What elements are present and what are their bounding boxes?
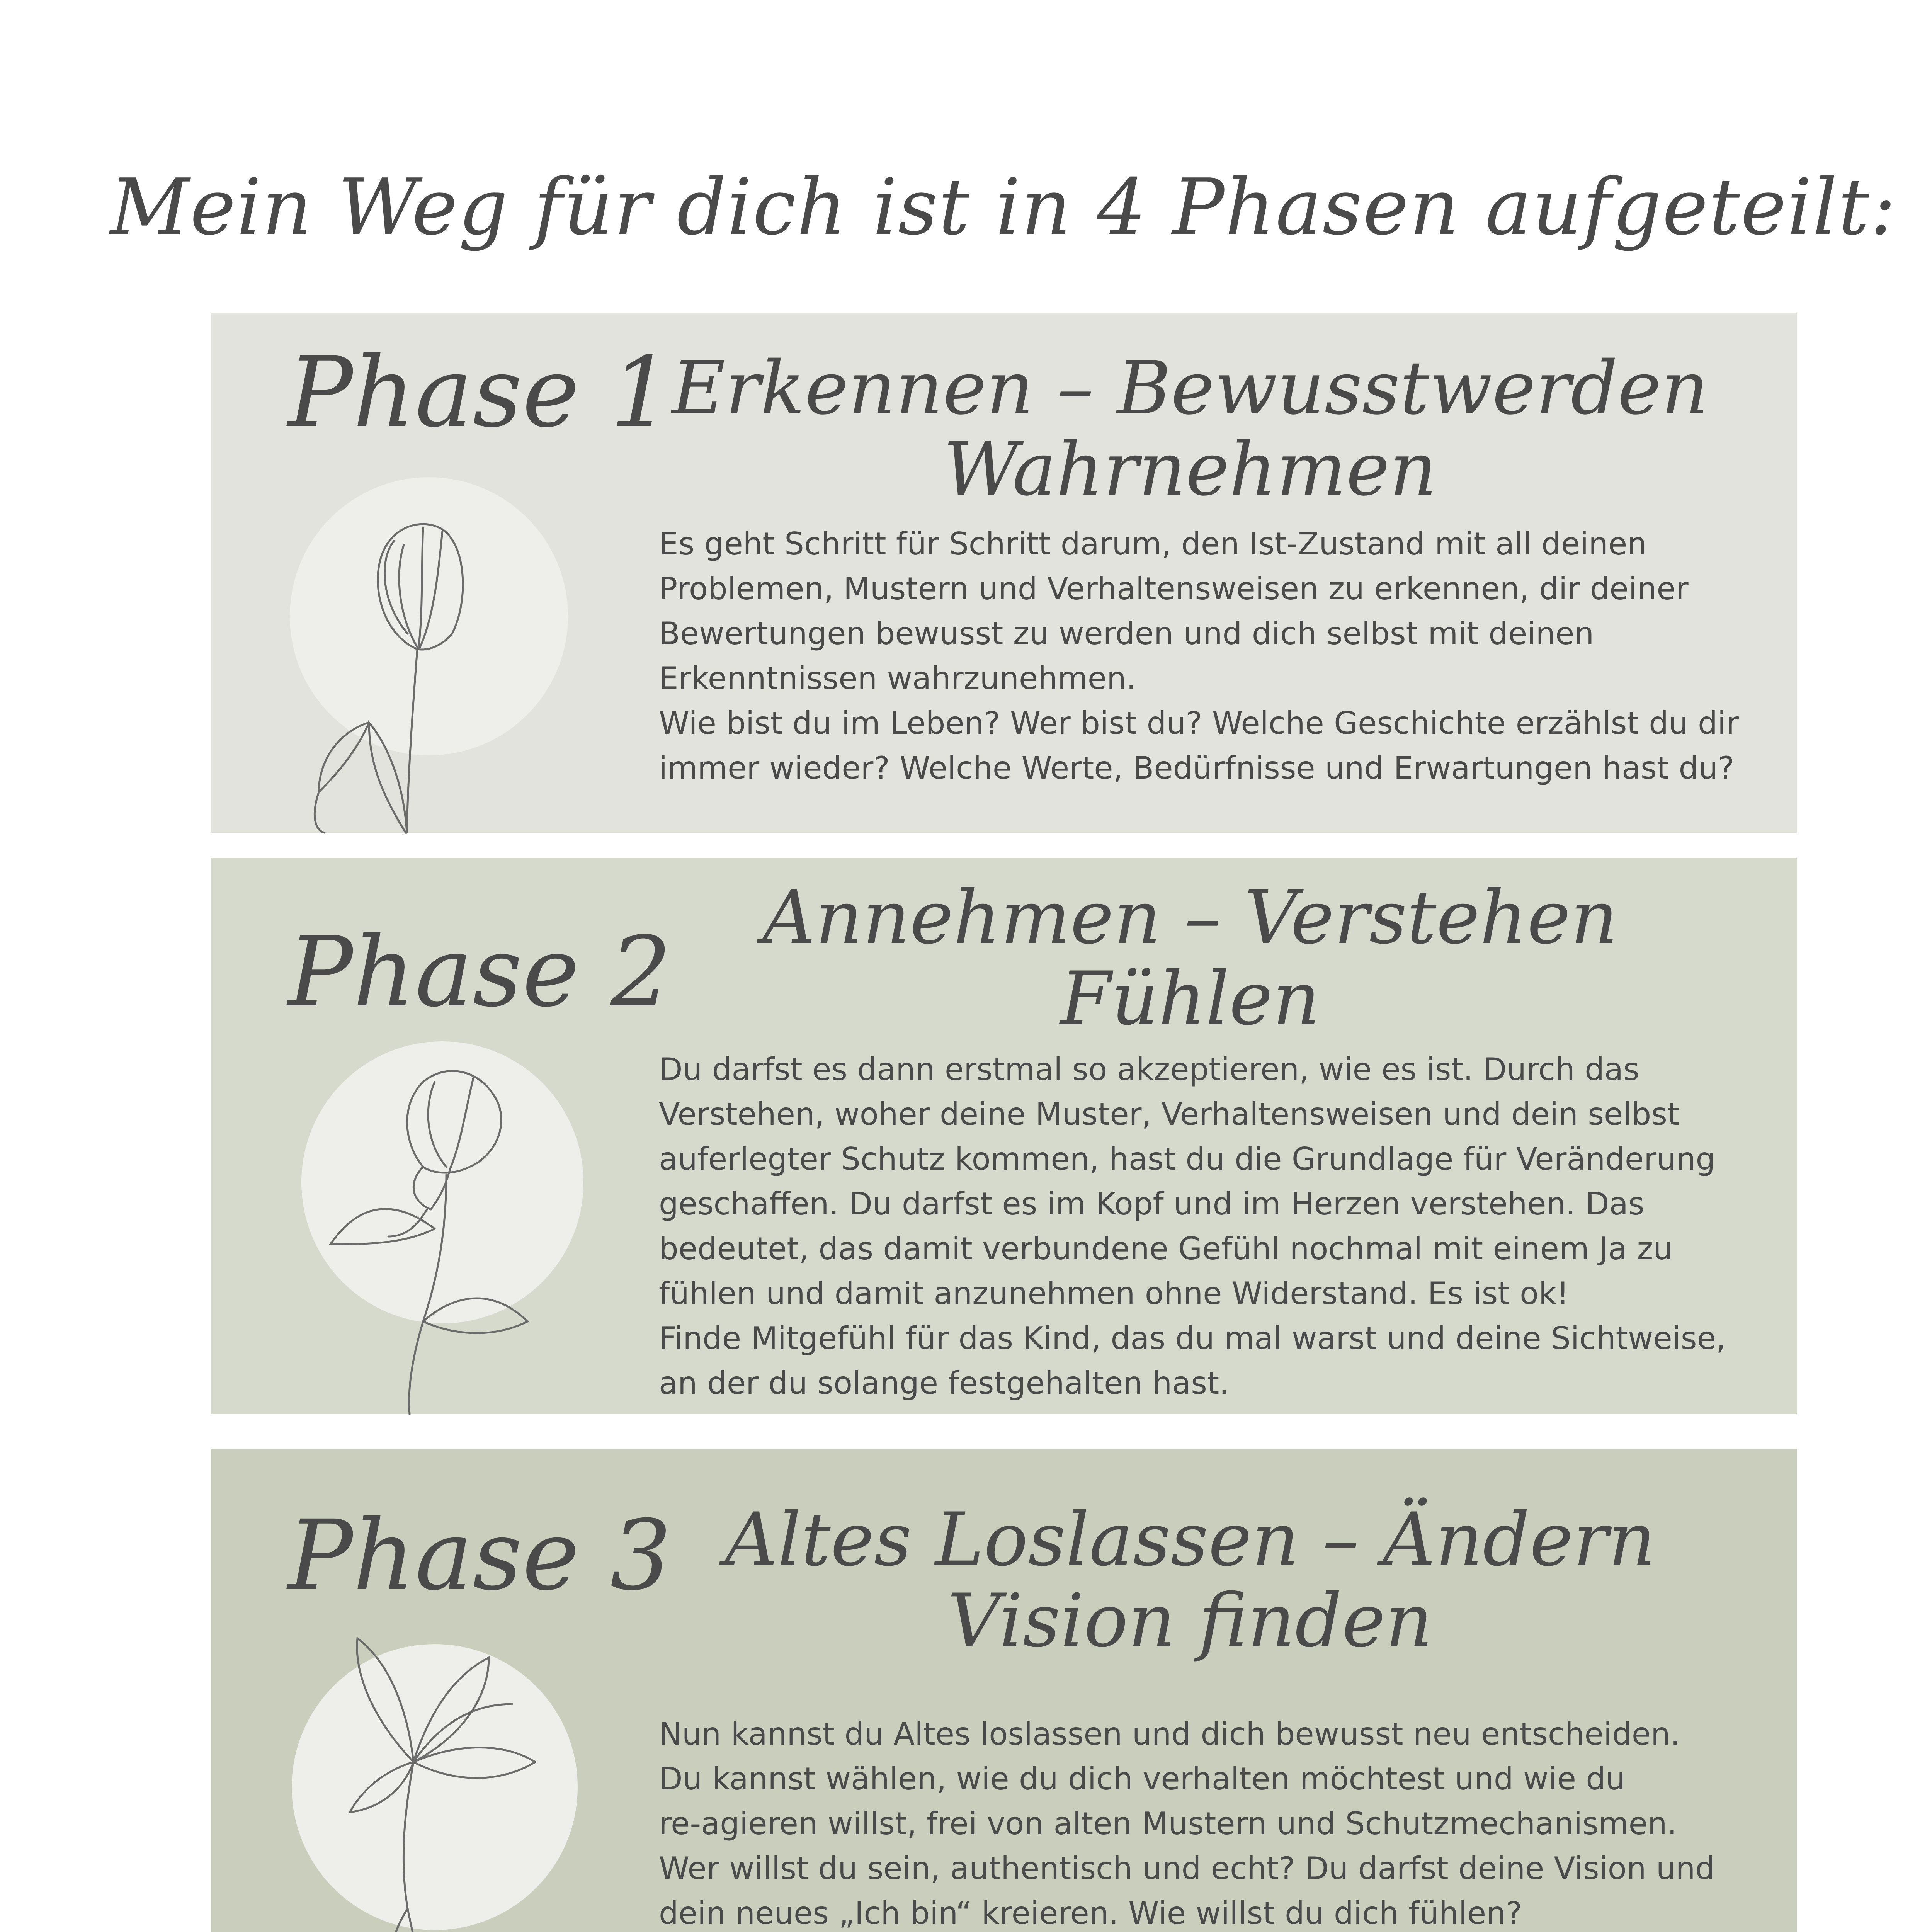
phase-1-heading <box>620 345 1760 512</box>
phase-1-heading-line1: Erkennen – Bewusstwerden <box>672 345 1709 431</box>
phase-3-heading-line2: Vision finden <box>947 1578 1433 1663</box>
phase-3-label: Phase 3 <box>288 1499 672 1612</box>
phase-2-label: Phase 2 <box>288 916 672 1028</box>
page-title: Mein Weg für dich ist in 4 Phasen aufgeteilt: <box>110 162 1897 252</box>
phase-2-heading-line2: Fühlen <box>1060 956 1320 1041</box>
tulip-line-drawing-icon <box>242 452 589 833</box>
phase-2-body: Du darfst es dann erstmal so akzeptieren, wie es ist. Durch das Verstehen, woher deine Muster, Verhaltensweisen und dein selbst auferlegter Schutz kommen, hast du die Grundlage für Veränderung geschaffen. Du darfst es im Kopf und im Herzen verstehen. Das bedeutet, das damit verbundene Gefühl nochmal mit einem Ja zu fühlen und damit anzunehmen ohne Widerstand. Es ist ok! Finde Mitgefühl für das Kind, das du mal warst und deine Sichtweise, an der du solange festgehalten hast. <box>659 1051 1726 1401</box>
phase-3-heading <box>620 1499 1760 1662</box>
phase-1-body: Es geht Schritt für Schritt darum, den Ist-Zustand mit all deinen Problemen, Mustern und Verhaltensweisen zu erkennen, dir deiner Bewertungen bewusst zu werden und dich selbst mit deinen Erkenntnissen wahrzunehmen. Wie bist du im Leben? Wer bist du? Welche Geschichte erzählst du dir immer wieder? Welche Werte, Bedürfnisse und Erwartungen hast du? <box>659 526 1739 786</box>
phase-2-heading <box>620 877 1760 1039</box>
phase-3-body: Nun kannst du Altes loslassen und dich bewusst neu entscheiden. Du kannst wählen, wie du dich verhalten möchtest und wie du re-agieren willst, frei von alten Mustern und Schutzmechanismen. Wer willst du sein, authentisch und echt? Du darfst deine Vision und dein neues „Ich bin“ kreieren. Wie willst du dich fühlen? <box>659 1716 1715 1931</box>
lily-line-drawing-icon <box>242 1615 589 1932</box>
phase-3-card <box>211 1449 1797 1932</box>
phase-1-heading-line2: Wahrnehmen <box>943 427 1437 512</box>
phase-2-heading-line1: Annehmen – Verstehen <box>762 875 1618 960</box>
phase-1-card <box>211 313 1797 833</box>
phase-3-heading-line1: Altes Loslassen – Ändern <box>724 1497 1656 1582</box>
rose-line-drawing-icon <box>242 1028 589 1414</box>
phase-1-label: Phase 1 <box>288 336 672 449</box>
phase-2-card <box>211 858 1797 1414</box>
